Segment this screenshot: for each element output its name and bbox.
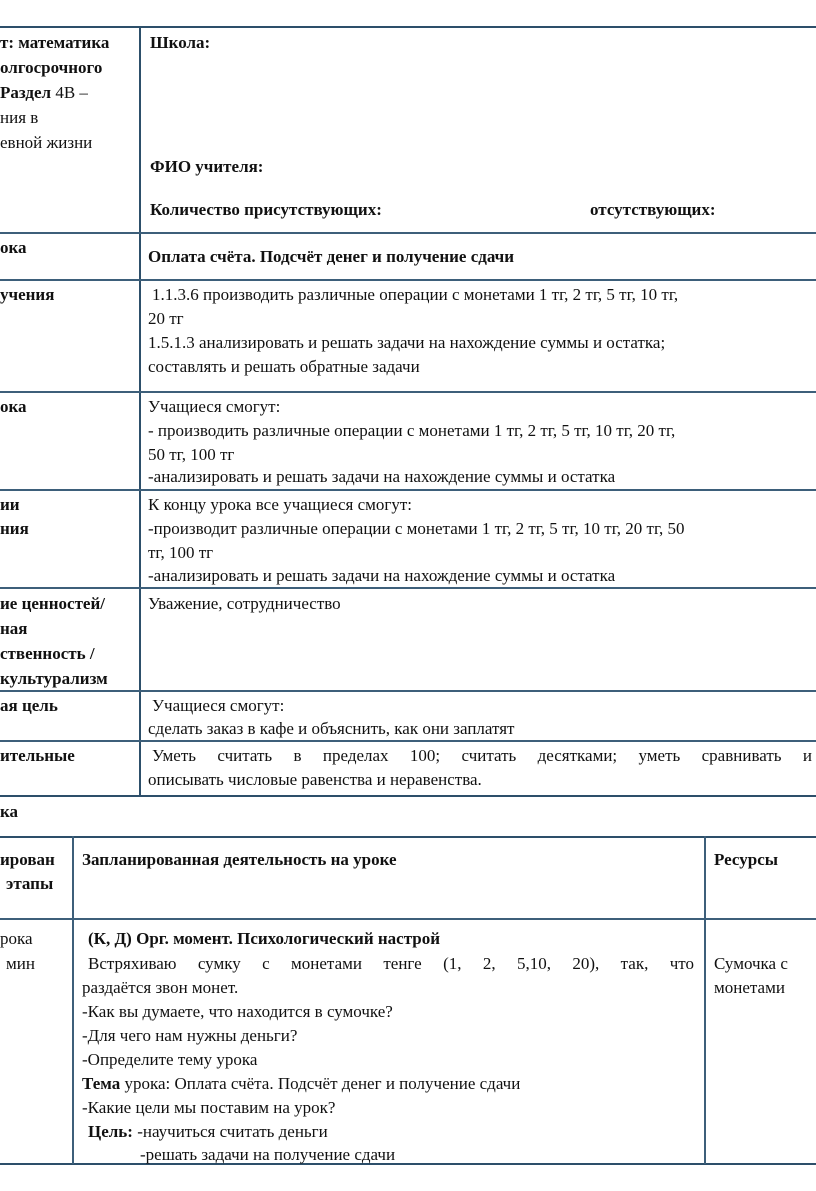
section-name-line: ния в: [0, 108, 39, 127]
criteria-line: тг, 100 тг: [148, 543, 214, 562]
subject-label: т: математика: [0, 33, 110, 52]
language-goal-line: Учащиеся смогут:: [152, 696, 285, 715]
plan-column-divider: [72, 836, 74, 1164]
lesson-goals-label: ока: [0, 397, 27, 416]
resources-header: Ресурсы: [714, 850, 779, 869]
plan-table-bottom-border: [0, 1163, 816, 1165]
objectives-label: учения: [0, 285, 55, 304]
resource-cell: Сумочка с: [714, 954, 788, 973]
activity-line: -Определите тему урока: [82, 1050, 258, 1069]
values-label: ственность /: [0, 644, 95, 663]
criteria-line: К концу урока все учащиеся смогут:: [148, 495, 412, 514]
teacher-label: ФИО учителя:: [150, 157, 264, 176]
activity-line: Встряхиваю сумку с монетами тенге (1, 2, 5,10, 20), так, что: [88, 954, 694, 973]
lesson-goal-line: Учащиеся смогут:: [148, 397, 281, 416]
values-value: Уважение, сотрудничество: [148, 594, 341, 613]
absent-count-label: отсутствующих:: [590, 200, 716, 219]
activity-header: Запланированная деятельность на уроке: [82, 850, 397, 869]
table-column-divider: [139, 26, 141, 796]
resource-cell: монетами: [714, 978, 785, 997]
row-divider: [0, 690, 816, 692]
lesson-goal-line: - производить различные операции с монетами 1 тг, 2 тг, 5 тг, 10 тг, 20 тг,: [148, 421, 676, 440]
activity-goal-line: Цель: -научиться считать деньги: [88, 1122, 328, 1141]
section-label: Раздел 4В –: [0, 83, 88, 102]
present-count-label: Количество присутствующих:: [150, 200, 382, 219]
activity-line: раздаётся звон монет.: [82, 978, 239, 997]
lesson-goal-line: -анализировать и решать задачи на нахождение суммы и остатка: [148, 467, 616, 486]
criteria-label: ния: [0, 519, 29, 538]
objective-line: составлять и решать обратные задачи: [148, 357, 420, 376]
criteria-line: -анализировать и решать задачи на нахождение суммы и остатка: [148, 566, 616, 585]
row-divider: [0, 489, 816, 491]
table-top-border: [0, 26, 816, 28]
prior-knowledge-label: ительные: [0, 746, 75, 765]
activity-topic-line: Тема урока: Оплата счёта. Подсчёт денег и получение сдачи: [82, 1074, 521, 1093]
school-label: Школа:: [150, 33, 211, 52]
activity-line: -решать задачи на получение сдачи: [140, 1145, 396, 1164]
activity-line: -Как вы думаете, что находится в сумочке?: [82, 1002, 393, 1021]
stage-cell: мин: [6, 954, 35, 973]
objective-line: 1.1.3.6 производить различные операции с монетами 1 тг, 2 тг, 5 тг, 10 тг,: [152, 285, 679, 304]
activity-line: -Для чего нам нужны деньги?: [82, 1026, 298, 1045]
plan-table-top-border: [0, 836, 816, 838]
table-bottom-border: [0, 795, 816, 797]
values-label: ие ценностей/: [0, 594, 105, 613]
row-divider: [0, 391, 816, 393]
section-name-line: евной жизни: [0, 133, 93, 152]
plan-label: олгосрочного: [0, 58, 103, 77]
objective-line: 1.5.1.3 анализировать и решать задачи на нахождение суммы и остатка;: [148, 333, 666, 352]
prior-knowledge-line: Уметь считать в пределах 100; считать десятками; уметь сравнивать и: [152, 746, 812, 765]
topic-label: ока: [0, 238, 27, 257]
values-label: ная: [0, 619, 28, 638]
topic-value: Оплата счёта. Подсчёт денег и получение сдачи: [148, 247, 515, 266]
stages-header: ирован: [0, 850, 55, 869]
stages-header: этапы: [6, 874, 54, 893]
prior-knowledge-line: описывать числовые равенства и неравенства.: [148, 770, 482, 789]
plan-header-divider: [0, 918, 816, 920]
criteria-line: -производит различные операции с монетами 1 тг, 2 тг, 5 тг, 10 тг, 20 тг, 50: [148, 519, 685, 538]
language-goal-label: ая цель: [0, 696, 58, 715]
values-label: культурализм: [0, 669, 108, 688]
lesson-goal-line: 50 тг, 100 тг: [148, 445, 235, 464]
section-title: ка: [0, 802, 19, 821]
criteria-label: ии: [0, 495, 20, 514]
language-goal-line: сделать заказ в кафе и объяснить, как они заплатят: [148, 719, 515, 738]
plan-column-divider: [704, 836, 706, 1164]
objective-line: 20 тг: [148, 309, 184, 328]
activity-line: -Какие цели мы поставим на урок?: [82, 1098, 336, 1117]
row-divider: [0, 279, 816, 281]
row-divider: [0, 232, 816, 234]
stage-cell: рока: [0, 929, 33, 948]
activity-title: (К, Д) Орг. момент. Психологический настрой: [88, 929, 441, 948]
